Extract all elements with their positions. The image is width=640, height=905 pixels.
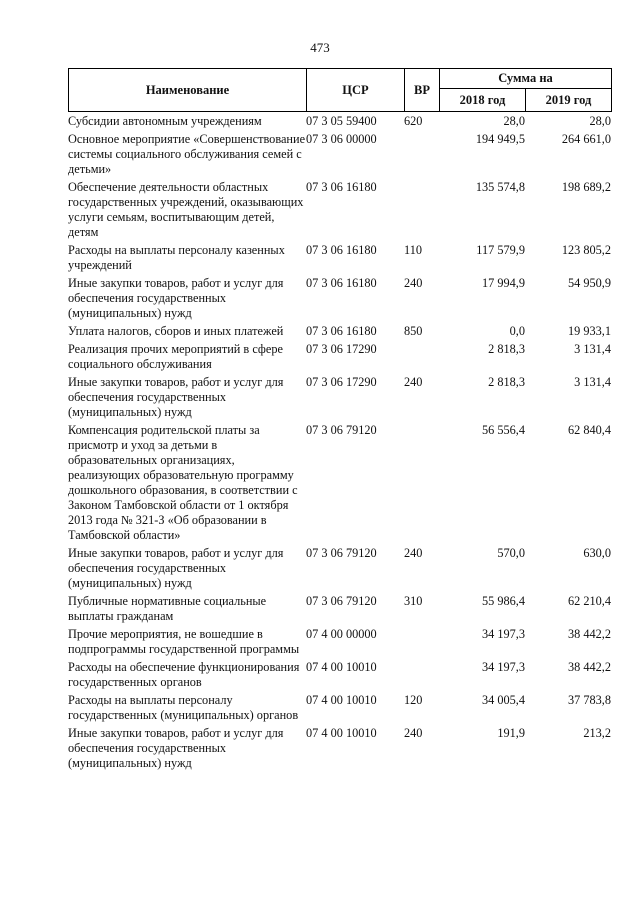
row-vr: 310 [404,594,423,608]
row-csr: 07 3 06 16180 [306,243,377,257]
table-row [68,243,611,276]
row-csr: 07 4 00 10010 [306,693,377,707]
row-vr [404,180,439,243]
row-amount-2019: 28,0 [589,114,611,128]
row-amount-2018: 55 986,4 [481,594,525,608]
row-vr [404,132,439,180]
row-amount-2018: 34 005,4 [481,693,525,707]
row-csr: 07 3 06 79120 [306,546,377,560]
row-csr: 07 4 00 00000 [306,627,377,641]
row-amount-2018: 191,9 [497,726,525,740]
row-csr: 07 4 00 10010 [306,726,377,740]
row-csr: 07 4 00 10010 [306,660,377,674]
table-row [68,276,611,324]
table-row [68,342,611,375]
row-vr: 240 [404,726,423,740]
row-csr: 07 3 06 16180 [306,180,377,194]
row-amount-2018: 17 994,9 [481,276,525,290]
table-row [68,726,611,774]
row-csr: 07 3 06 17290 [306,342,377,356]
row-vr: 120 [404,693,423,707]
row-csr: 07 3 06 16180 [306,276,377,290]
row-amount-2019: 62 840,4 [567,423,611,437]
row-amount-2018: 135 574,8 [475,180,525,194]
row-name: Компенсация родительской платы за присмотр и уход за детьми в образовательных организациях, реализующих образовательную программу дошкольного образования, в соответствии с Законом Тамбовской области от 1 октября 2013 года № 321-З «Об образовании в Тамбовской области» [68,423,298,542]
row-vr: 240 [404,276,423,290]
row-name: Иные закупки товаров, работ и услуг для обеспечения государственных (муниципальных) нужд [68,726,284,770]
row-csr: 07 3 06 16180 [306,324,377,338]
row-name: Обеспечение деятельности областных государственных учреждений, оказывающих услуги семьям, воспитывающим детей, детям [68,180,304,239]
row-name: Расходы на обеспечение функционирования государственных органов [68,660,300,689]
row-name: Субсидии автономным учреждениям [68,114,262,128]
row-csr: 07 3 06 00000 [306,132,377,146]
row-vr: 620 [404,114,423,128]
row-vr: 240 [404,375,423,389]
row-name: Прочие мероприятия, не вошедшие в подпрограммы государственной программы [68,627,300,656]
table-row [68,423,611,546]
row-amount-2018: 117 579,9 [476,243,525,257]
row-amount-2019: 123 805,2 [561,243,611,257]
row-csr: 07 3 05 59400 [306,114,377,128]
row-name: Иные закупки товаров, работ и услуг для обеспечения государственных (муниципальных) нужд [68,375,284,419]
row-amount-2018: 28,0 [503,114,525,128]
row-amount-2018: 56 556,4 [481,423,525,437]
row-amount-2018: 2 818,3 [488,375,525,389]
row-csr: 07 3 06 79120 [306,594,377,608]
row-amount-2018: 0,0 [509,324,525,338]
table-row [68,546,611,594]
row-amount-2018: 570,0 [497,546,525,560]
table-row [68,627,611,660]
row-amount-2019: 213,2 [583,726,611,740]
row-vr: 110 [404,243,422,257]
row-name: Расходы на выплаты персоналу казенных учреждений [68,243,285,272]
row-amount-2018: 34 197,3 [481,627,525,641]
row-amount-2019: 19 933,1 [567,324,611,338]
row-name: Расходы на выплаты персоналу государственных (муниципальных) органов [68,693,299,722]
row-amount-2019: 54 950,9 [567,276,611,290]
row-amount-2019: 37 783,8 [567,693,611,707]
row-amount-2019: 264 661,0 [561,132,611,146]
header-year-2019: 2019 год [526,89,612,112]
row-amount-2018: 34 197,3 [481,660,525,674]
row-name: Иные закупки товаров, работ и услуг для обеспечения государственных (муниципальных) нужд [68,276,284,320]
row-vr: 850 [404,324,423,338]
budget-table [68,114,611,774]
header-vr: ВР [405,69,440,112]
header-year-2018: 2018 год [440,89,526,112]
page-number: 473 [310,40,330,55]
row-vr [404,342,439,375]
table-row [68,375,611,423]
header-sum: Сумма на [440,69,612,89]
table-row [68,132,611,180]
row-name: Уплата налогов, сборов и иных платежей [68,324,284,338]
row-amount-2019: 198 689,2 [561,180,611,194]
row-name: Основное мероприятие «Совершенствование системы социального обслуживания семей с детьми» [68,132,306,176]
row-amount-2018: 2 818,3 [488,342,525,356]
table-row [68,660,611,693]
row-csr: 07 3 06 17290 [306,375,377,389]
row-amount-2019: 38 442,2 [567,660,611,674]
row-vr [404,627,439,660]
row-vr [404,423,439,546]
table-row [68,594,611,627]
table-row [68,180,611,243]
header-csr: ЦСР [307,69,405,112]
row-amount-2019: 630,0 [583,546,611,560]
table-row [68,324,611,342]
row-name: Иные закупки товаров, работ и услуг для обеспечения государственных (муниципальных) нужд [68,546,284,590]
row-name: Публичные нормативные социальные выплаты гражданам [68,594,267,623]
table-row [68,693,611,726]
table-row [68,114,611,132]
row-name: Реализация прочих мероприятий в сфере социального обслуживания [68,342,283,371]
row-amount-2019: 3 131,4 [574,342,611,356]
row-vr: 240 [404,546,423,560]
row-amount-2018: 194 949,5 [475,132,525,146]
row-csr: 07 3 06 79120 [306,423,377,437]
row-amount-2019: 62 210,4 [567,594,611,608]
table-header [68,68,612,112]
row-vr [404,660,439,693]
header-name: Наименование [69,69,307,112]
row-amount-2019: 3 131,4 [574,375,611,389]
row-amount-2019: 38 442,2 [567,627,611,641]
